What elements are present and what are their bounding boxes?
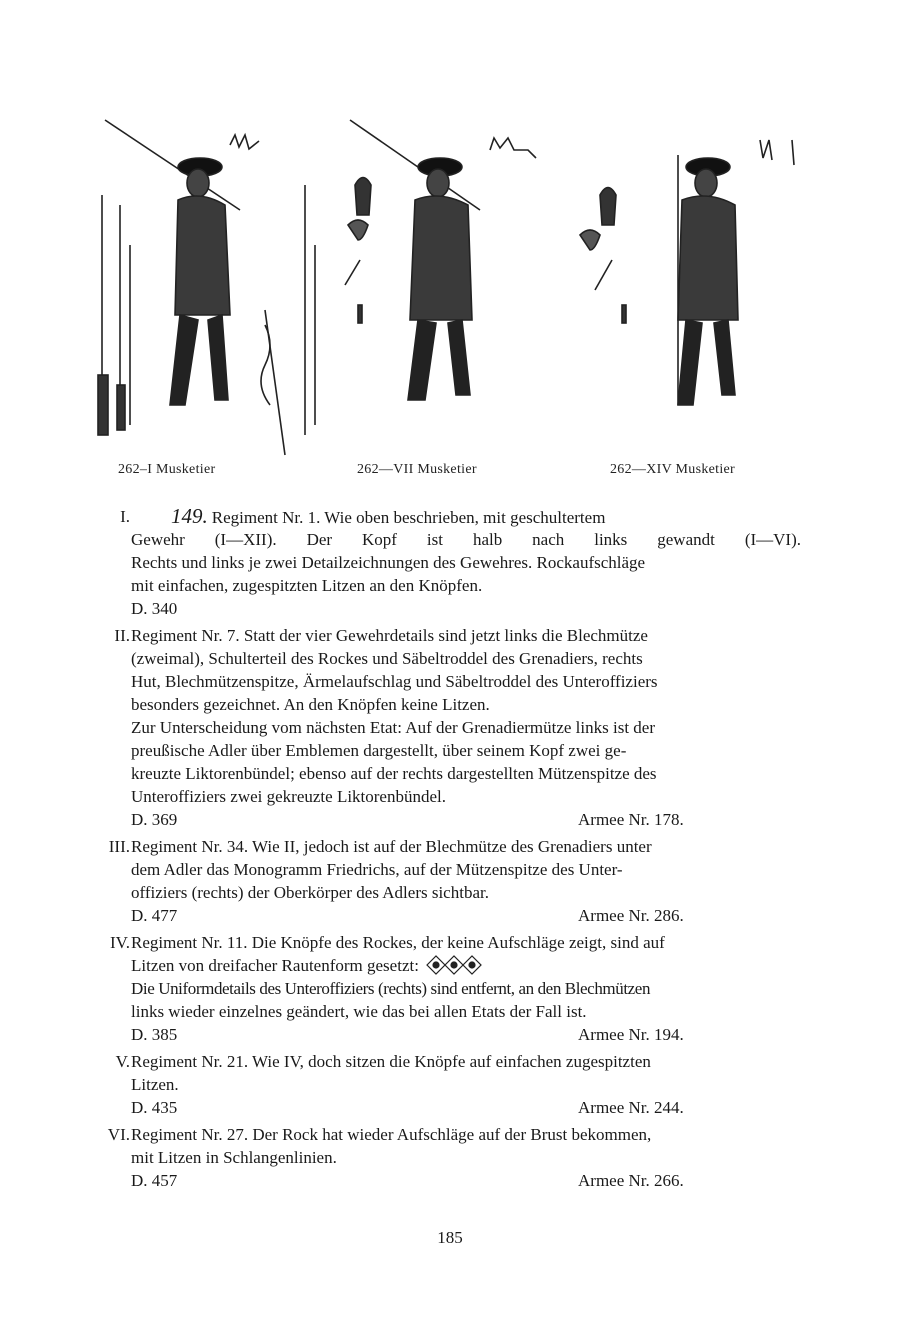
musketeer-plate-illustration bbox=[90, 95, 820, 460]
entry-line: mit einfachen, zugespitzten Litzen an den Knöpfen. bbox=[131, 576, 483, 595]
entry-line: preußische Adler über Emblemen dargestellt, über seinem Kopf zwei ge- bbox=[131, 741, 627, 760]
entry-iv bbox=[100, 931, 810, 1046]
entry-line: Gewehr (I—XII). Der Kopf ist halb nach links gewandt (I—VI). bbox=[131, 530, 801, 549]
entry-vi bbox=[100, 1123, 810, 1192]
entry-ii bbox=[100, 624, 810, 831]
entry-line: kreuzte Liktorenbündel; ebenso auf der rechts dargestellten Mützenspitze des bbox=[131, 764, 657, 783]
signature-number: D. 457 bbox=[131, 1171, 178, 1190]
figure-caption-1: 262–I Musketier bbox=[118, 462, 216, 477]
signature-number: D. 477 bbox=[131, 906, 178, 925]
entry-v bbox=[100, 1050, 810, 1119]
armee-number: Armee Nr. 244. bbox=[578, 1098, 684, 1117]
armee-number: Armee Nr. 194. bbox=[578, 1025, 684, 1044]
page-number: 185 bbox=[437, 1228, 463, 1247]
entry-line: Hut, Blechmützenspitze, Ärmelaufschlag und Säbeltroddel des Unteroffiziers bbox=[131, 672, 658, 691]
entry-numeral: VI. bbox=[107, 1125, 130, 1144]
entry-line: (zweimal), Schulterteil des Rockes und Säbeltroddel des Grenadiers, rechts bbox=[131, 649, 643, 668]
entry-line: dem Adler das Monogramm Friedrichs, auf der Mützenspitze des Unter- bbox=[131, 860, 623, 879]
signature-number: D. 340 bbox=[131, 599, 178, 618]
entry-numeral: II. bbox=[114, 626, 130, 645]
figure-caption-3: 262—XIV Musketier bbox=[610, 462, 735, 477]
signature-number: D. 369 bbox=[131, 810, 178, 829]
entry-line: Die Uniformdetails des Unteroffiziers (rechts) sind entfernt, an den Blechmützen bbox=[131, 979, 651, 998]
entry-line: Litzen von dreifacher Rautenform gesetzt: bbox=[131, 956, 419, 975]
entry-line: Unteroffiziers zwei gekreuzte Liktorenbündel. bbox=[131, 787, 446, 806]
entry-line: links wieder einzelnes geändert, wie das bei allen Etats der Fall ist. bbox=[131, 1002, 587, 1021]
entry-line: Regiment Nr. 11. Die Knöpfe des Rockes, der keine Aufschläge zeigt, sind auf bbox=[131, 933, 665, 952]
entry-line: Regiment Nr. 27. Der Rock hat wieder Aufschläge auf der Brust bekommen, bbox=[131, 1125, 652, 1144]
entry-line: Zur Unterscheidung vom nächsten Etat: Auf der Grenadiermütze links ist der bbox=[131, 718, 656, 737]
entry-line: Litzen. bbox=[131, 1075, 179, 1094]
triple-lozenge-icon bbox=[425, 954, 483, 976]
entry-numeral: I. bbox=[120, 507, 130, 526]
entry-line: Rechts und links je zwei Detailzeichnungen des Gewehres. Rockaufschläge bbox=[131, 553, 646, 572]
figure-caption-2: 262—VII Musketier bbox=[357, 462, 477, 477]
signature-number: D. 385 bbox=[131, 1025, 178, 1044]
entry-iii bbox=[100, 835, 810, 927]
entry-line: offiziers (rechts) der Oberkörper des Adlers sichtbar. bbox=[131, 883, 489, 902]
entry-line: mit Litzen in Schlangenlinien. bbox=[131, 1148, 337, 1167]
entry-line: Regiment Nr. 7. Statt der vier Gewehrdetails sind jetzt links die Blechmütze bbox=[131, 626, 648, 645]
entry-line: besonders gezeichnet. An den Knöpfen keine Litzen. bbox=[131, 695, 490, 714]
figure-number: 149. bbox=[171, 504, 208, 528]
armee-number: Armee Nr. 266. bbox=[578, 1171, 684, 1190]
entry-line: Regiment Nr. 1. Wie oben beschrieben, mit geschultertem bbox=[211, 508, 606, 527]
entry-i bbox=[100, 505, 810, 620]
entry-numeral: III. bbox=[108, 837, 130, 856]
catalogue-entries bbox=[100, 505, 810, 1196]
signature-number: D. 435 bbox=[131, 1098, 178, 1117]
entry-line: Regiment Nr. 34. Wie II, jedoch ist auf der Blechmütze des Grenadiers unter bbox=[131, 837, 652, 856]
entry-line: Regiment Nr. 21. Wie IV, doch sitzen die Knöpfe auf einfachen zugespitzten bbox=[131, 1052, 651, 1071]
armee-number: Armee Nr. 178. bbox=[578, 810, 684, 829]
armee-number: Armee Nr. 286. bbox=[578, 906, 684, 925]
entry-numeral: V. bbox=[115, 1052, 130, 1071]
entry-numeral: IV. bbox=[110, 933, 130, 952]
